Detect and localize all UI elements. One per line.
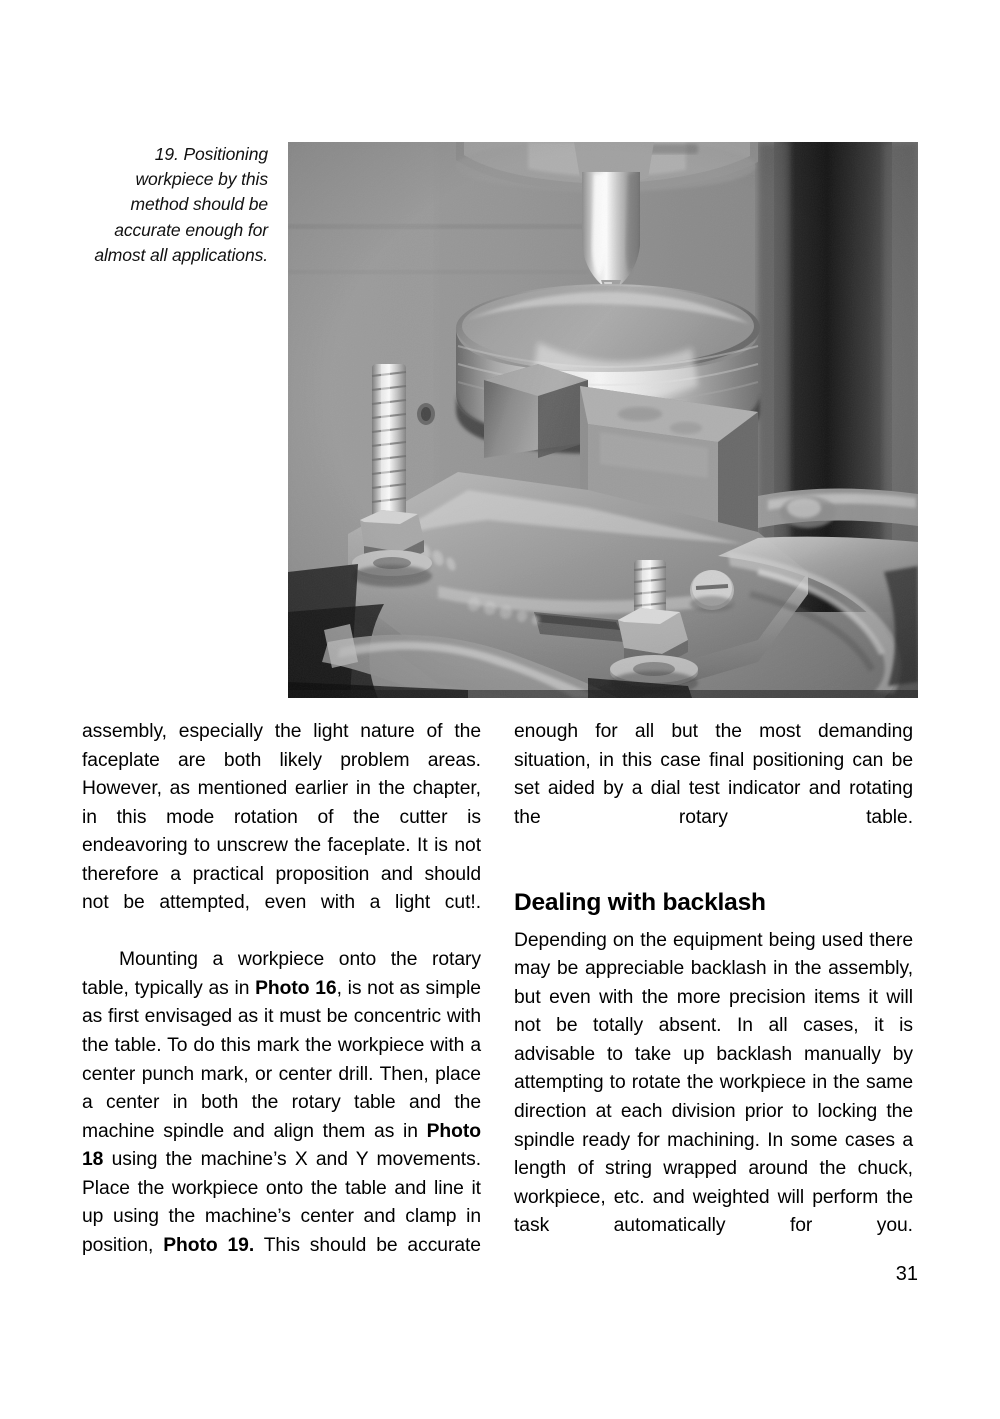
paragraph-backlash <box>514 927 913 1270</box>
mounting-text-2: , is not as simple as first envisaged as it must be concentric with the table. To do this mark the workpiece with a center punch mark, or center drill. Then, place a center in both the rotary table and the machine spindle and align them as in <box>82 977 481 1142</box>
figure-block <box>0 142 1000 698</box>
mounting-text-3: using the machine’s X and Y movements. Place the workpiece onto the table and line it up using the machine’s center and clamp in position, <box>82 1149 481 1256</box>
mounting-text-4: This should be accurate <box>254 1234 481 1256</box>
section-heading-dealing-with-backlash: Dealing with backlash <box>514 888 766 916</box>
mounting-text-1: Mounting a workpiece onto the rotary table, typically as in <box>82 949 481 999</box>
photo-19-reference: Photo 19. <box>163 1234 255 1256</box>
paragraph-assembly <box>82 718 481 946</box>
body-column-left <box>82 718 481 1289</box>
figure-photograph <box>288 142 918 698</box>
figure-caption: 19. Positioning workpiece by this method should be accurate enough for almost all applications. <box>94 144 268 265</box>
paragraph-assembly-text: assembly, especially the light nature of the faceplate are both likely problem areas. However, as mentioned earlier in the chapter, in this mode rotation of the cutter is endeavoring to unscrew the faceplate. It is not therefore a practical proposition and should not be attempted, even with a light cut!. <box>82 721 481 914</box>
paragraph-mounting <box>82 946 481 1289</box>
photograph-artwork <box>288 142 918 698</box>
photo-16-reference: Photo 16 <box>255 977 337 999</box>
photo-18-reference: Photo 18 <box>82 1120 481 1171</box>
paragraph-backlash-text: Depending on the equipment being used there may be appreciable backlash in the assembly, but even with the more precision items it will not be totally absent. In all cases, it is advisable to take up backlash manually by attempting to rotate the workpiece in the same direction at each division prior to locking the spindle ready for machining. In some cases a length of string wrapped around the chuck, workpiece, etc. and weighted will perform the task automatically for you. <box>514 929 913 1237</box>
page-number: 31 <box>895 1263 918 1285</box>
heading-spacer-below <box>514 918 913 927</box>
paragraph-enough-text: enough for all but the most demanding situation, in this case final positioning can be set aided by a dial test indicator and rotating the rotary table. <box>514 721 913 828</box>
heading-spacer-above <box>514 861 913 888</box>
paragraph-enough <box>514 718 913 861</box>
body-column-right <box>514 718 913 1269</box>
